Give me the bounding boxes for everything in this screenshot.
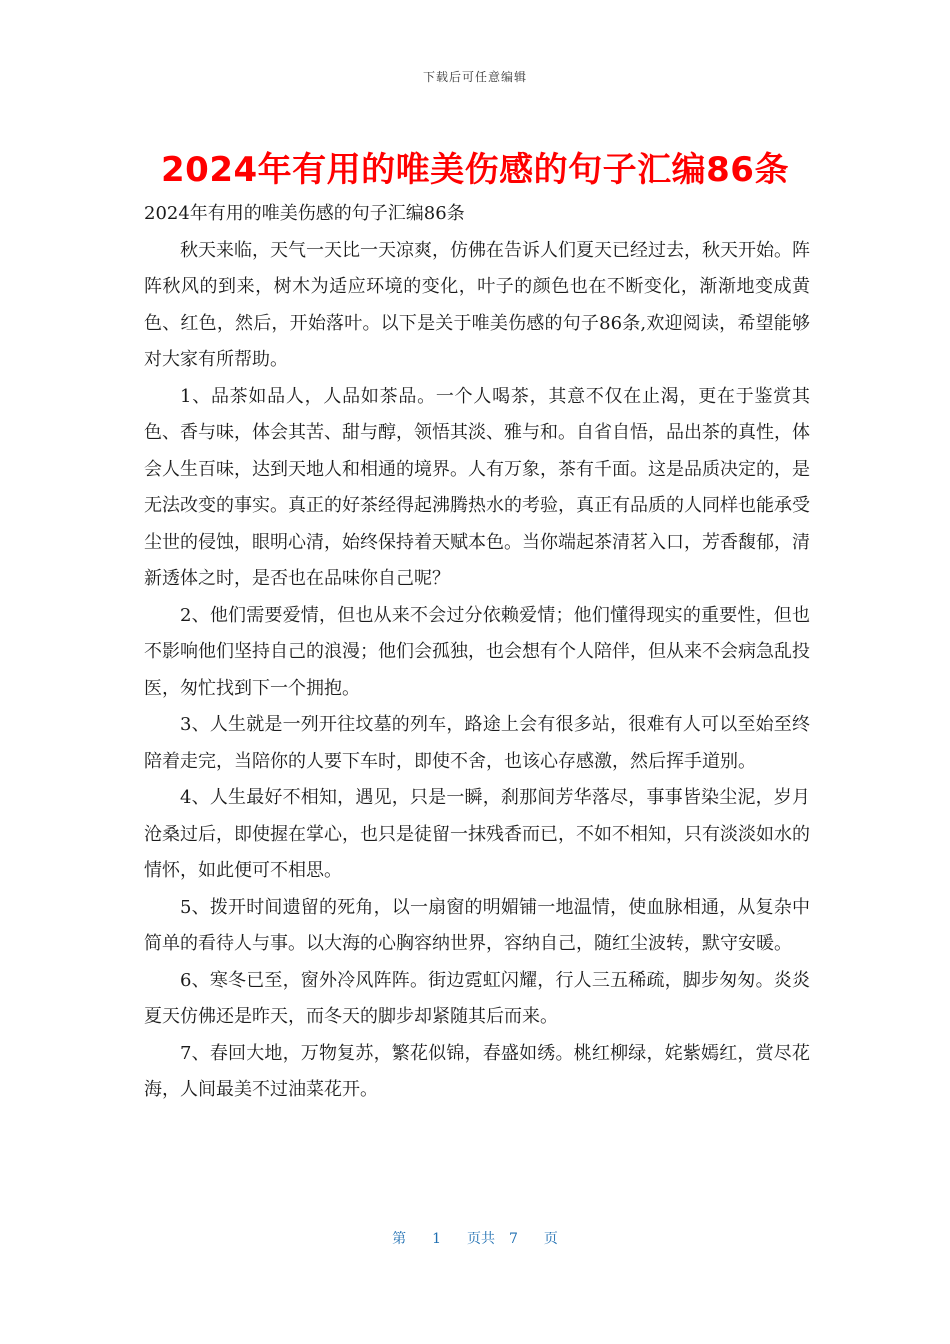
page-label-mid: 页共 bbox=[467, 1231, 495, 1247]
sentence-item-7: 7、春回大地，万物复苏，繁花似锦，春盛如绣。桃红柳绿，姹紫嫣红，赏尽花海，人间最美不过油菜花开。 bbox=[144, 1042, 810, 1100]
intro-paragraph: 秋天来临，天气一天比一天凉爽，仿佛在告诉人们夏天已经过去，秋天开始。阵阵秋风的到来，树木为适应环境的变化，叶子的颜色也在不断变化，渐渐地变成黄色、红色，然后，开始落叶。以下是关于唯美伤感的句子86条,欢迎阅读，希望能够对大家有所帮助。 bbox=[144, 239, 810, 370]
sentence-item-3: 3、人生就是一列开往坟墓的列车，路途上会有很多站，很难有人可以至始至终陪着走完，当陪你的人要下车时，即使不舍，也该心存感激，然后挥手道别。 bbox=[144, 714, 810, 772]
document-title: 2024年有用的唯美伤感的句子汇编86条 bbox=[161, 150, 789, 190]
sentence-item-5: 5、拨开时间遗留的死角，以一扇窗的明媚铺一地温情，使血脉相通，从复杂中简单的看待人与事。以大海的心胸容纳世界，容纳自己，随红尘波转，默守安暖。 bbox=[144, 896, 810, 954]
sentence-item-1: 1、品茶如品人，人品如茶品。一个人喝茶，其意不仅在止渴，更在于鉴赏其色、香与味，体会其苦、甜与醇，领悟其淡、雅与和。自省自悟，品出茶的真性，体会人生百味，达到天地人和相通的境界。人有万象，茶有千面。这是品质决定的，是无法改变的事实。真正的好茶经得起沸腾热水的考验，真正有品质的人同样也能承受尘世的侵蚀，眼明心清，始终保持着天赋本色。当你端起茶清茗入口，芳香馥郁，清新透体之时，是否也在品味你自己呢？ bbox=[144, 385, 810, 589]
sentence-item-4: 4、人生最好不相知，遇见，只是一瞬，刹那间芳华落尽，事事皆染尘泥，岁月沧桑过后，即使握在掌心，也只是徒留一抹残香而已，不如不相知，只有淡淡如水的情怀，如此便可不相思。 bbox=[144, 787, 810, 881]
document-subtitle: 2024年有用的唯美伤感的句子汇编86条 bbox=[144, 203, 465, 224]
document-body bbox=[144, 196, 810, 1109]
total-pages: 7 bbox=[509, 1231, 518, 1247]
page-label-suffix: 页 bbox=[543, 1231, 558, 1247]
page-number: 1 bbox=[432, 1231, 441, 1247]
header-note: 下载后可任意编辑 bbox=[422, 70, 527, 84]
page-footer bbox=[0, 1228, 950, 1248]
sentence-item-2: 2、他们需要爱情，但也从来不会过分依赖爱情；他们懂得现实的重要性，但也不影响他们坚持自己的浪漫；他们会孤独，也会想有个人陪伴，但从来不会病急乱投医，匆忙找到下一个拥抱。 bbox=[144, 604, 810, 699]
sentence-item-6: 6、寒冬已至，窗外冷风阵阵。街边霓虹闪耀，行人三五稀疏，脚步匆匆。炎炎夏天仿佛还是昨天，而冬天的脚步却紧随其后而来。 bbox=[144, 969, 810, 1027]
page-label-prefix: 第 bbox=[392, 1231, 407, 1247]
